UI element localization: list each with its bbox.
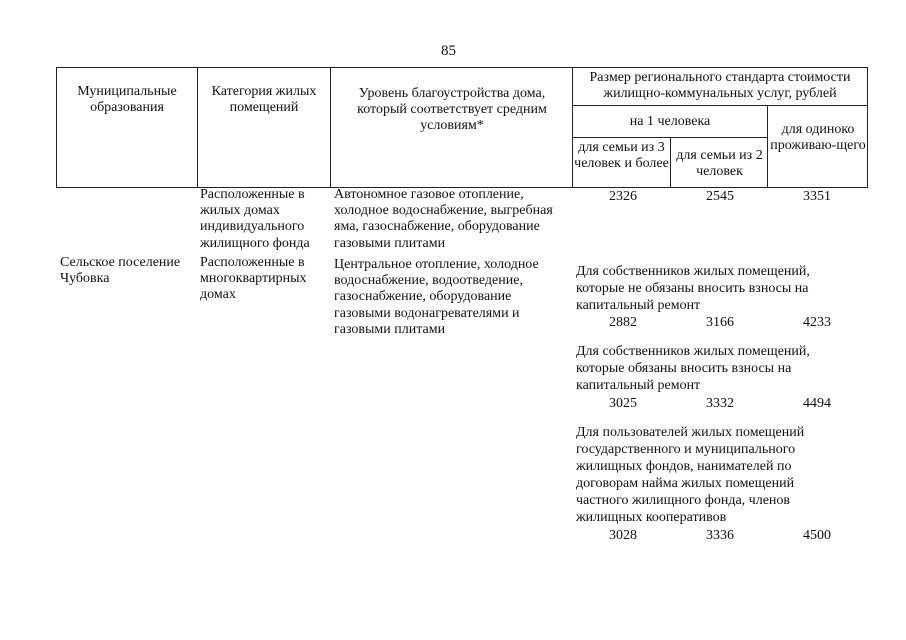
- group2-value-single: 4494: [803, 396, 831, 411]
- group3-value-single: 4500: [803, 528, 831, 543]
- value-single: 3351: [803, 189, 831, 204]
- header-standard: Размер регионального стандарта стоимости жилищно-коммунальных услуг, рублей: [589, 70, 851, 101]
- header-divider-4: [670, 137, 671, 187]
- group3-value-family2: 3336: [706, 528, 734, 543]
- header-single: для одиноко проживаю-щего: [770, 122, 866, 153]
- header-category: Категория жилых помещений: [211, 84, 317, 115]
- group-note-no-capital-repair: Для собственников жилых помещений, которые не обязаны вносить взносы на капитальный ремонт: [576, 264, 810, 313]
- group1-value-family2: 3166: [706, 315, 734, 330]
- group-note-capital-repair: Для собственников жилых помещений, которые обязаны вносить взносы на капитальный ремонт: [576, 344, 810, 393]
- header-left-border: [56, 67, 57, 187]
- header-inner-border-1: [572, 105, 868, 106]
- value-family2: 2545: [706, 189, 734, 204]
- header-divider-2: [330, 67, 331, 187]
- level-autonomous: Автономное газовое отопление, холодное водоснабжение, выгребная яма, газоснабжение, оборудование газовыми плитами: [334, 187, 553, 251]
- value-family3: 2326: [609, 189, 637, 204]
- header-municipality: Муниципальные образования: [77, 84, 177, 115]
- category-apartment: Расположенные в многоквартирных домах: [200, 255, 307, 303]
- group2-value-family3: 3025: [609, 396, 637, 411]
- header-right-border: [867, 67, 868, 187]
- page-number: 85: [441, 43, 456, 59]
- level-central: Центральное отопление, холодное водоснабжение, водоотведение, газоснабжение, оборудование газовыми водонагревателями и газовыми плитами: [334, 257, 539, 337]
- group3-value-family3: 3028: [609, 528, 637, 543]
- header-top-border: [56, 67, 868, 68]
- header-divider-1: [197, 67, 198, 187]
- header-per-person: на 1 человека: [629, 114, 711, 129]
- header-family3: для семьи из 3 человек и более: [574, 140, 669, 171]
- group1-value-single: 4233: [803, 315, 831, 330]
- municipality-name: Сельское поселение Чубовка: [60, 255, 181, 287]
- category-individual: Расположенные в жилых домах индивидуального жилищного фонда: [200, 187, 310, 251]
- header-level: Уровень благоустройства дома, который соответствует средним условиям*: [357, 86, 547, 133]
- header-family2: для семьи из 2 человек: [676, 148, 763, 179]
- group2-value-family2: 3332: [706, 396, 734, 411]
- group1-value-family3: 2882: [609, 315, 637, 330]
- header-divider-3: [572, 67, 573, 187]
- header-divider-5: [767, 105, 768, 187]
- group-note-tenants: Для пользователей жилых помещений государственного и муниципального жилищных фондов, нанимателей по договорам найма жилых помещений частного жилищного фонда, членов жилищных кооперативов: [576, 425, 805, 525]
